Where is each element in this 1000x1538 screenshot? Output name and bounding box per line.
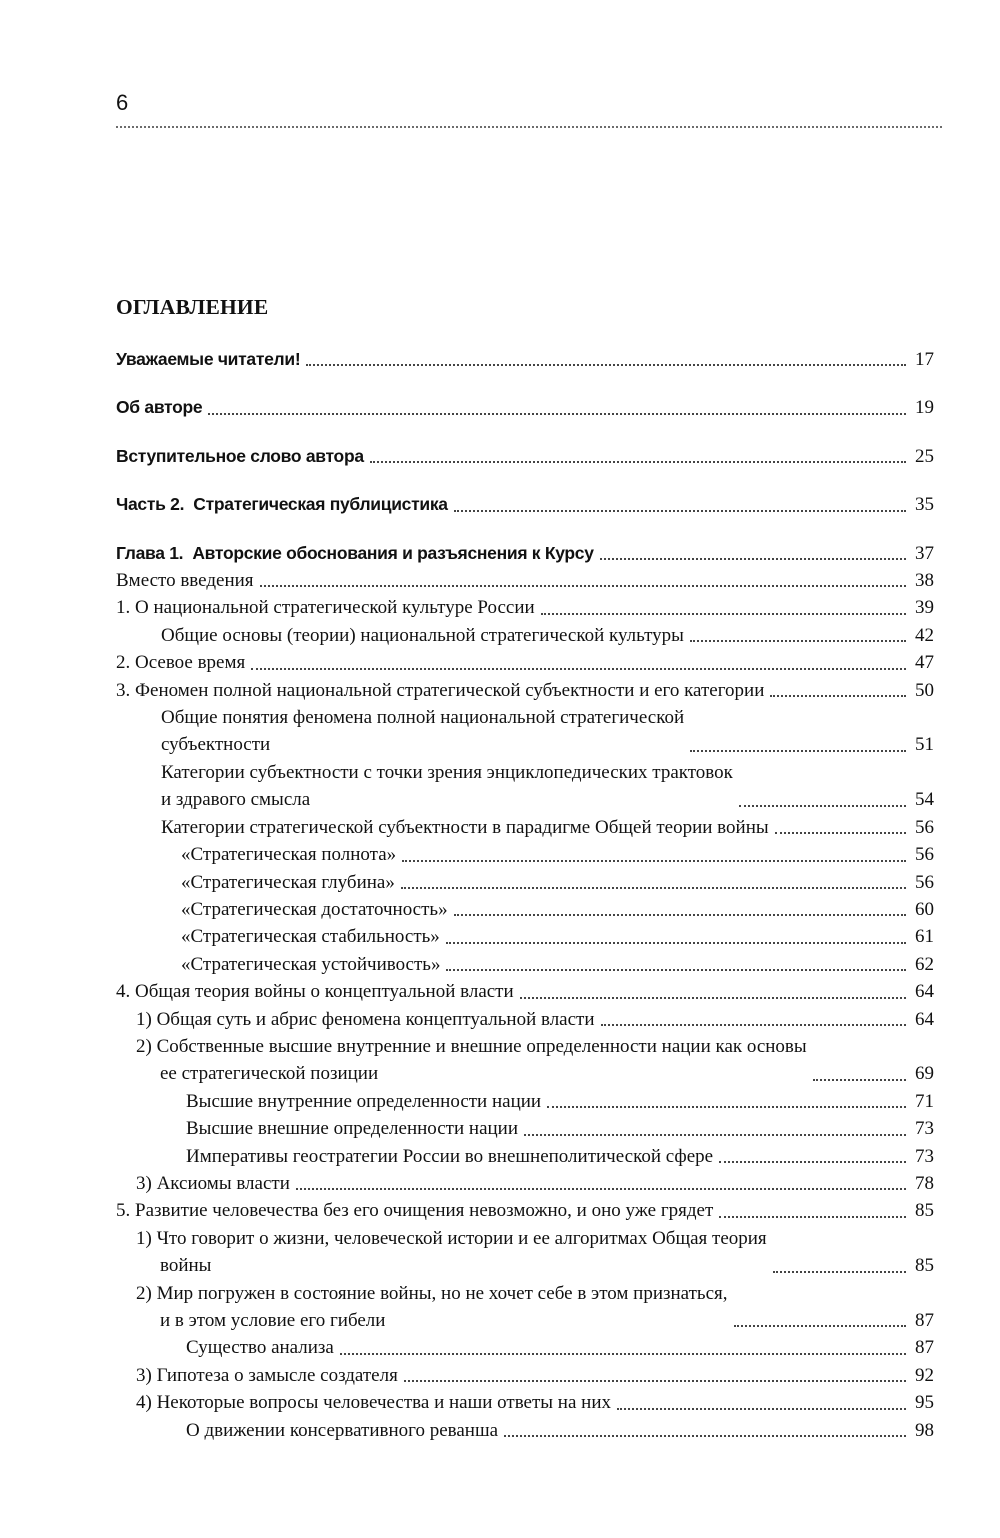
toc-entry-page: 42: [915, 624, 934, 646]
toc-entry-page: 85: [915, 1255, 934, 1277]
toc-entry-page: 73: [915, 1145, 934, 1167]
toc-entry-page: 87: [915, 1310, 934, 1331]
toc-entry-section-5-1[interactable]: [116, 1225, 934, 1280]
dot-leader: [719, 1215, 906, 1218]
dot-leader: [251, 667, 906, 670]
dot-leader: [446, 968, 906, 971]
toc-entry-about-author[interactable]: [116, 394, 934, 421]
toc-entry-title: «Стратегическая устойчивость»: [181, 953, 441, 975]
dot-leader: [524, 1133, 906, 1136]
toc-entry-strategic-resilience[interactable]: [116, 951, 934, 978]
dot-leader: [401, 886, 906, 889]
toc-entry-title: 1) Что говорит о жизни, человеческой истории и ее алгоритмах Общая теория войны: [136, 1227, 767, 1277]
toc-entry-title: 3) Аксиомы власти: [136, 1172, 290, 1194]
toc-entry-section-5[interactable]: [116, 1197, 934, 1224]
toc-entry-conservative-revanche[interactable]: [116, 1417, 934, 1444]
toc-entry-title: Категории субъектности с точки зрения энциклопедических трактовок и здравого смысла: [161, 761, 733, 811]
toc-entry-title: «Стратегическая полнота»: [181, 844, 397, 866]
toc-entry-page: 37: [915, 542, 934, 564]
page-number: 6: [116, 90, 129, 115]
toc-entry-title: Императивы геостратегии России во внешнеполитической сфере: [186, 1145, 714, 1167]
dot-leader: [690, 639, 906, 642]
toc-entry-title: «Стратегическая глубина»: [181, 871, 395, 893]
toc-entry-page: 73: [915, 1118, 934, 1140]
toc-entry-section-4-1[interactable]: [116, 1006, 934, 1033]
dot-leader: [690, 749, 906, 752]
dot-leader: [601, 1023, 906, 1026]
toc-entry-section-4-3[interactable]: [116, 1170, 934, 1197]
toc-entry-title: Высшие внешние определенности нации: [186, 1118, 519, 1140]
toc-entry-strategic-sufficiency[interactable]: [116, 896, 934, 923]
toc-entry-page: 35: [915, 494, 934, 516]
toc-entry-page: 50: [915, 679, 934, 701]
dot-leader: [208, 412, 906, 415]
toc-entry-page: 47: [915, 652, 934, 674]
dot-leader: [402, 859, 906, 862]
dot-leader: [454, 509, 906, 512]
header-divider: [116, 126, 942, 128]
dot-leader: [773, 1270, 906, 1273]
toc-entry-subjectivity-categories[interactable]: [116, 759, 934, 814]
toc-entry-title: Существо анализа: [186, 1337, 334, 1359]
toc-entry-chapter-1[interactable]: [116, 540, 934, 567]
toc-entry-title: Вместо введения: [116, 570, 254, 592]
dot-leader: [446, 941, 906, 944]
toc-entry-page: 25: [915, 445, 934, 467]
dot-leader: [340, 1352, 906, 1355]
toc-entry-title: Уважаемые читатели!: [116, 349, 301, 369]
toc-entry-section-1[interactable]: [116, 594, 934, 621]
toc-entry-section-2[interactable]: [116, 649, 934, 676]
toc-entry-page: 92: [915, 1364, 934, 1386]
dot-leader: [617, 1407, 906, 1410]
dot-leader: [719, 1160, 906, 1163]
dot-leader: [734, 1324, 906, 1327]
toc-entry-section-5-2[interactable]: [116, 1280, 934, 1335]
toc-entry-page: 64: [915, 981, 934, 1003]
toc-entry-title: 1) Общая суть и абрис феномена концептуальной власти: [136, 1008, 595, 1030]
dot-leader: [813, 1078, 906, 1081]
dot-leader: [404, 1379, 906, 1382]
toc-entry-essence-of-analysis[interactable]: [116, 1334, 934, 1361]
toc-entry-page: 62: [915, 953, 934, 975]
toc-entry-title: Вступительное слово автора: [116, 445, 364, 466]
dot-leader: [547, 1105, 906, 1108]
dot-leader: [775, 831, 906, 834]
toc-entry-title: 5. Развитие человечества без его очищения невозможно, и оно уже грядет: [116, 1200, 714, 1222]
toc-heading: ОГЛАВЛЕНИЕ: [116, 295, 269, 319]
toc-entry-title: «Стратегическая стабильность»: [181, 926, 440, 948]
toc-entry-page: 61: [915, 926, 934, 948]
toc-entry-title: 3) Гипотеза о замысле создателя: [136, 1364, 398, 1386]
dot-leader: [454, 913, 906, 916]
dot-leader: [520, 996, 906, 999]
toc-entry-section-4-2[interactable]: [116, 1033, 934, 1088]
toc-entry-page: 39: [915, 597, 934, 619]
toc-entry-page: 56: [915, 871, 934, 893]
toc-entry-title: Общие основы (теории) национальной стратегической культуры: [161, 624, 684, 646]
toc-entry-section-5-4[interactable]: [116, 1389, 934, 1416]
toc-entry-strategic-stability[interactable]: [116, 923, 934, 950]
toc-entry-title: Общие понятия феномена полной национальной стратегической субъектности: [161, 707, 685, 756]
toc-entry-page: 56: [915, 844, 934, 866]
toc-entry-page: 78: [915, 1172, 934, 1194]
dot-leader: [296, 1187, 906, 1190]
dot-leader: [600, 557, 906, 560]
dot-leader: [306, 363, 906, 366]
toc-entry-page: 98: [915, 1419, 934, 1441]
toc-entry-section-5-3[interactable]: [116, 1362, 934, 1389]
toc-entry-page: 19: [915, 397, 934, 419]
toc-entry-external-determinations[interactable]: [116, 1115, 934, 1142]
toc-entry-title: 2) Собственные высшие внутренние и внешние определенности нации как основы ее стратегической позиции: [136, 1035, 807, 1085]
toc-entry-title: 2. Осевое время: [116, 652, 246, 674]
toc-entry-page: 60: [915, 898, 934, 920]
toc-entry-instead-of-intro[interactable]: [116, 567, 934, 594]
dot-leader: [739, 804, 906, 807]
dot-leader: [541, 612, 906, 615]
toc-entry-general-concepts[interactable]: [116, 704, 934, 759]
toc-entry-title: 2) Мир погружен в состояние войны, но не хочет себе в этом признаться, и в этом условие его гибели: [136, 1282, 728, 1331]
toc-entry-title: Высшие внутренние определенности нации: [186, 1090, 542, 1112]
toc-entry-title: 1. О национальной стратегической культуре России: [116, 597, 535, 619]
dot-leader: [770, 694, 906, 697]
toc-entry-introductory-word[interactable]: [116, 443, 934, 470]
toc-entry-page: 69: [915, 1063, 934, 1085]
toc-entry-page: 95: [915, 1392, 934, 1414]
toc-entry-general-basics[interactable]: [116, 622, 934, 649]
toc-entry-page: 38: [915, 570, 934, 592]
toc-entry-page: 71: [915, 1090, 934, 1112]
toc-entry-title: 4) Некоторые вопросы человечества и наши ответы на них: [136, 1392, 611, 1414]
dot-leader: [260, 584, 906, 587]
toc-entry-title: Глава 1. Авторские обоснования и разъяснения к Курсу: [116, 542, 594, 563]
toc-entry-internal-determinations[interactable]: [116, 1088, 934, 1115]
toc-entry-dear-readers[interactable]: [116, 346, 934, 373]
toc-entry-geostrategy-imperatives[interactable]: [116, 1143, 934, 1170]
toc-entry-title: 4. Общая теория войны о концептуальной власти: [116, 981, 514, 1003]
toc-entry-title: «Стратегическая достаточность»: [181, 898, 448, 920]
toc-entry-title: 3. Феномен полной национальной стратегической субъектности и его категории: [116, 679, 765, 701]
table-of-contents: [116, 289, 934, 1444]
toc-entry-title: Часть 2. Стратегическая публицистика: [116, 494, 448, 515]
toc-entry-title: О движении консервативного реванша: [186, 1419, 499, 1441]
toc-entry-page: 17: [915, 349, 934, 370]
toc-entry-strategic-fullness[interactable]: [116, 841, 934, 868]
toc-entry-part-2[interactable]: [116, 491, 934, 518]
toc-entry-page: 64: [915, 1008, 934, 1030]
dot-leader: [504, 1434, 906, 1437]
toc-entry-title: Об авторе: [116, 397, 203, 418]
toc-entry-section-3[interactable]: [116, 677, 934, 704]
toc-entry-strategic-depth[interactable]: [116, 869, 934, 896]
toc-entry-page: 85: [915, 1200, 934, 1222]
toc-entry-page: 54: [915, 789, 934, 811]
toc-entry-strategic-categories[interactable]: [116, 814, 934, 841]
toc-entry-section-4[interactable]: [116, 978, 934, 1005]
toc-entry-page: 51: [915, 734, 934, 756]
toc-entry-page: 87: [915, 1337, 934, 1359]
toc-entry-title: Категории стратегической субъектности в парадигме Общей теории войны: [161, 816, 769, 838]
dot-leader: [370, 460, 906, 463]
toc-entry-page: 56: [915, 816, 934, 838]
